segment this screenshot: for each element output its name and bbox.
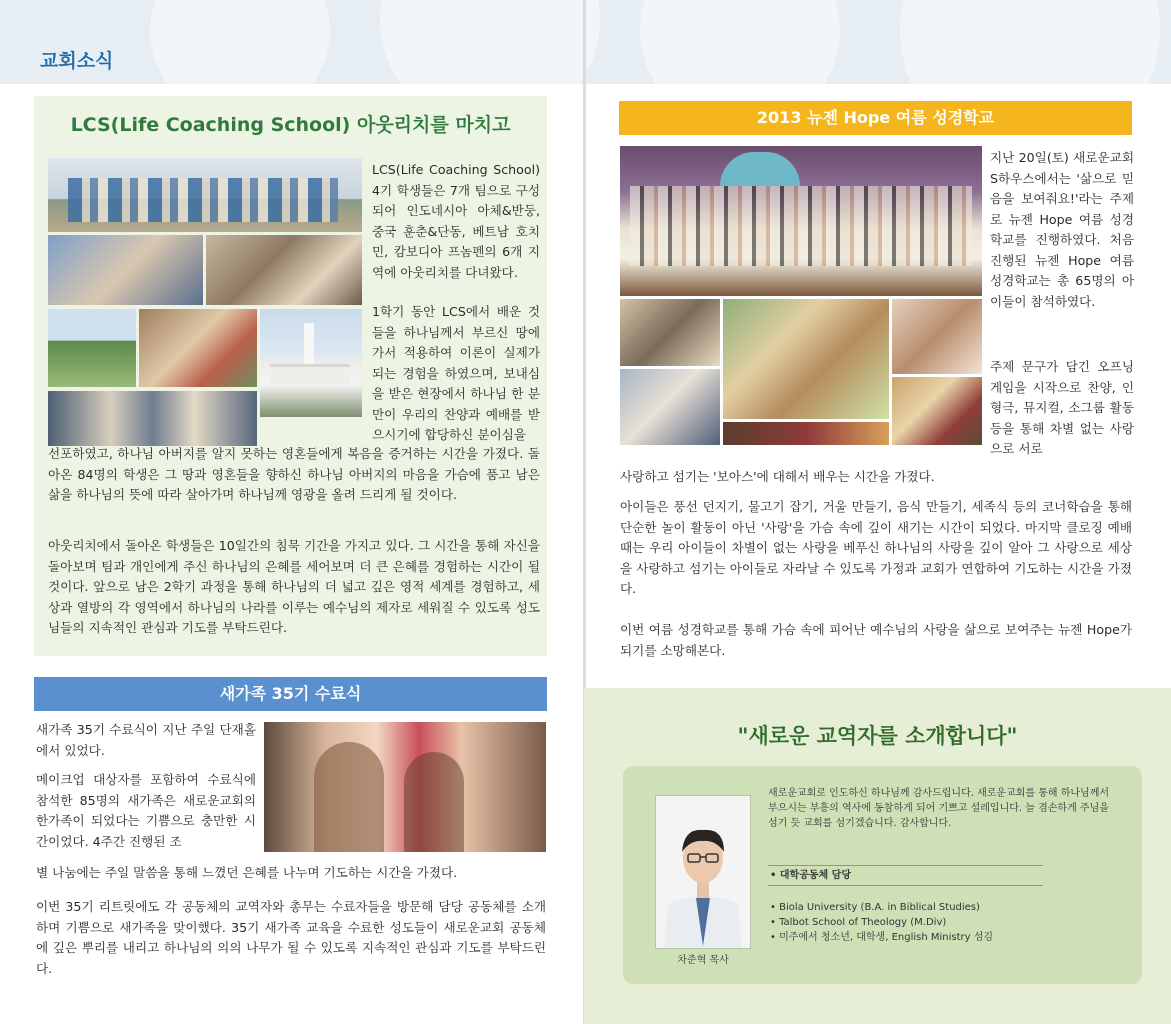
vbs-banner: 2013 뉴젠 Hope 여름 성경학교 [619,101,1132,135]
vbs-photo-children [620,369,720,445]
lcs-article [34,96,547,656]
newfamily-paragraph-2b: 별 나눔에는 주일 말씀을 통해 느꼈던 은혜를 나누며 기도하는 시간을 가졌다. [36,865,458,880]
lcs-photo-team [48,391,257,446]
section-label: 교회소식 [40,50,114,72]
lcs-paragraph-3: 아웃리치에서 돌아온 학생들은 10일간의 침묵 기간을 가지고 있다. 그 시간을 통해 자신을 돌아보며 팀과 개인에게 주신 하나님의 은혜를 세어보며 더 큰 은혜를 경험하는 시간이 될 것이다. 앞으로 남은 2학기 과정을 통해 하나님의 더 넓고 깊은 영적 세계를 경험하고, 세상과 열방의 각 영역에서 하나님의 나라를 이루는 예수님의 제자로 세워질 수 있도록 성도님들의 지속적인 관심과 기도를 부탁드린다. [48,538,540,635]
divider [768,865,1043,866]
newfamily-banner: 새가족 35기 수료식 [34,677,547,711]
minister-greeting: 새로운교회로 인도하신 하나님께 감사드립니다. 새로운교회를 통해 하나님께서 부으시는 부흥의 역사에 동참하게 되어 기쁘고 설레입니다. 늘 겸손하게 주님을 섬기 듯 교회를 섬기겠습니다. 감사합니다. [768,788,1110,829]
lcs-paragraph-2a: 1학기 동안 LCS에서 배운 것들을 하나님께서 부르신 땅에 가서 적용하여 이론이 실제가 되는 경험을 하였으며, 보내심을 받은 현장에서 하나님 한 분만이 우리의 찬양과 예배를 받으시기에 합당하신 분이심을 [372,304,540,442]
lcs-paragraph-1: LCS(Life Coaching School) 4기 학생들은 7개 팀으로 구성되어 인도네시아 아체&반둥, 중국 훈춘&단동, 베트남 호치민, 캄보디아 프놈펜의 6개 지역에 아웃리치를 다녀왔다. [372,162,540,280]
vbs-paragraph-2b: 사랑하고 섬기는 '보아스'에 대해서 배우는 시간을 가졌다. [620,469,935,484]
newfamily-paragraph-1: 새가족 35기 수료식이 지난 주일 단재홀에서 있었다. [36,722,256,758]
newfamily-photo-ceremony [264,722,546,852]
minister-intro-section [584,688,1171,1024]
newfamily-paragraph-2a: 메이크업 대상자를 포함하여 수료식에 참석한 85명의 새가족은 새로운교회의 한가족이 되었다는 기쁨으로 충만한 시간이었다. 4주간 진행된 조 [36,772,256,849]
vbs-paragraph-2a: 주제 문구가 담긴 오프닝 게임을 시작으로 찬양, 인형극, 뮤지컬, 소그룹 활동 등을 통해 차별 없는 사랑으로 서로 [990,359,1134,456]
decorative-arc [150,0,330,84]
lcs-paragraph-2b: 선포하였고, 하나님 아버지를 알지 못하는 영혼들에게 복음을 증거하는 시간을 가졌다. 돌아온 84명의 학생은 그 땅과 영혼들을 향하신 하나님 아버지의 마음을 가슴에 품고 남은 삶을 하나님의 뜻에 따라 살아가며 하나님께 영광을 올려 드리게 될 것이다. [48,446,540,502]
lcs-photo-mosque [260,309,362,417]
lcs-photo-children [139,309,257,387]
vbs-photo-stage [723,422,889,445]
minister-avatar-icon [656,796,750,948]
newfamily-paragraph-3: 이번 35기 리트릿에도 각 공동체의 교역자와 총무는 수료자들을 방문해 담당 공동체를 소개하며 기쁨으로 새가족을 맞이했다. 35기 새가족 교육을 수료한 성도들이 새로운교회 공동체에 깊은 뿌리를 내리고 하나님의 의의 나무가 될 수 있도록 지속적인 관심과 기도를 부탁드린다. [36,899,546,976]
vbs-photo-costume [892,377,982,445]
decorative-arc [640,0,840,84]
lcs-photo-banner-group [48,309,136,387]
minister-credential-3: • 미주에서 청소년, 대학생, English Ministry 섬김 [770,932,994,943]
minister-intro-card [623,766,1142,984]
vbs-paragraph-4: 이번 여름 성경학교를 통해 가슴 속에 피어난 예수님의 사랑을 삶으로 보여주는 뉴젠 Hope가 되기를 소망해본다. [620,622,1132,658]
lcs-photo-praying [48,235,203,305]
minister-credential-1: • Biola University (B.A. in Biblical Studies) [770,902,980,913]
lcs-photo-classroom [206,235,362,305]
vbs-photo-puppet [620,299,720,366]
vbs-photo-crafts [723,299,889,419]
vbs-photo-footwashing [892,299,982,374]
decorative-arc [900,0,1160,84]
decorative-arc [380,0,600,84]
divider [768,885,1043,886]
minister-role: • 대학공동체 담당 [770,870,851,881]
vbs-photo-group [620,146,982,296]
vbs-paragraph-3: 아이들은 풍선 던지기, 물고기 잡기, 거울 만들기, 음식 만들기, 세족식 등의 코너학습을 통해 단순한 놀이 활동이 아닌 '사랑'을 가슴 속에 깊이 새기는 시간이 되었다. 마지막 클로징 예배 때는 우리 아이들이 차별이 없는 사랑을 베푸신 하나님의 사랑을 깊이 알아 그 사랑으로 세상을 사랑하고 섬기는 아이들로 자라날 수 있도록 가정과 교회가 연합하여 기도하는 시간을 가졌다. [620,499,1132,596]
minister-credential-2: • Talbot School of Theology (M.Div) [770,917,947,928]
minister-name: 차준혁 목사 [677,955,729,966]
minister-portrait [655,795,751,949]
lcs-photo-group-arms-raised [48,158,362,232]
minister-intro-title: "새로운 교역자를 소개합니다" [737,724,1018,748]
vbs-paragraph-1: 지난 20일(토) 새로운교회 S하우스에서는 '삶으로 믿음을 보여줘요!'라는 주제로 뉴젠 Hope 여름 성경학교를 진행하였다. 처음 진행된 뉴젠 Hope 여름 성경학교는 총 65명의 아이들이 참석하였다. [990,150,1134,309]
lcs-title: LCS(Life Coaching School) 아웃리치를 마치고 [70,114,511,136]
